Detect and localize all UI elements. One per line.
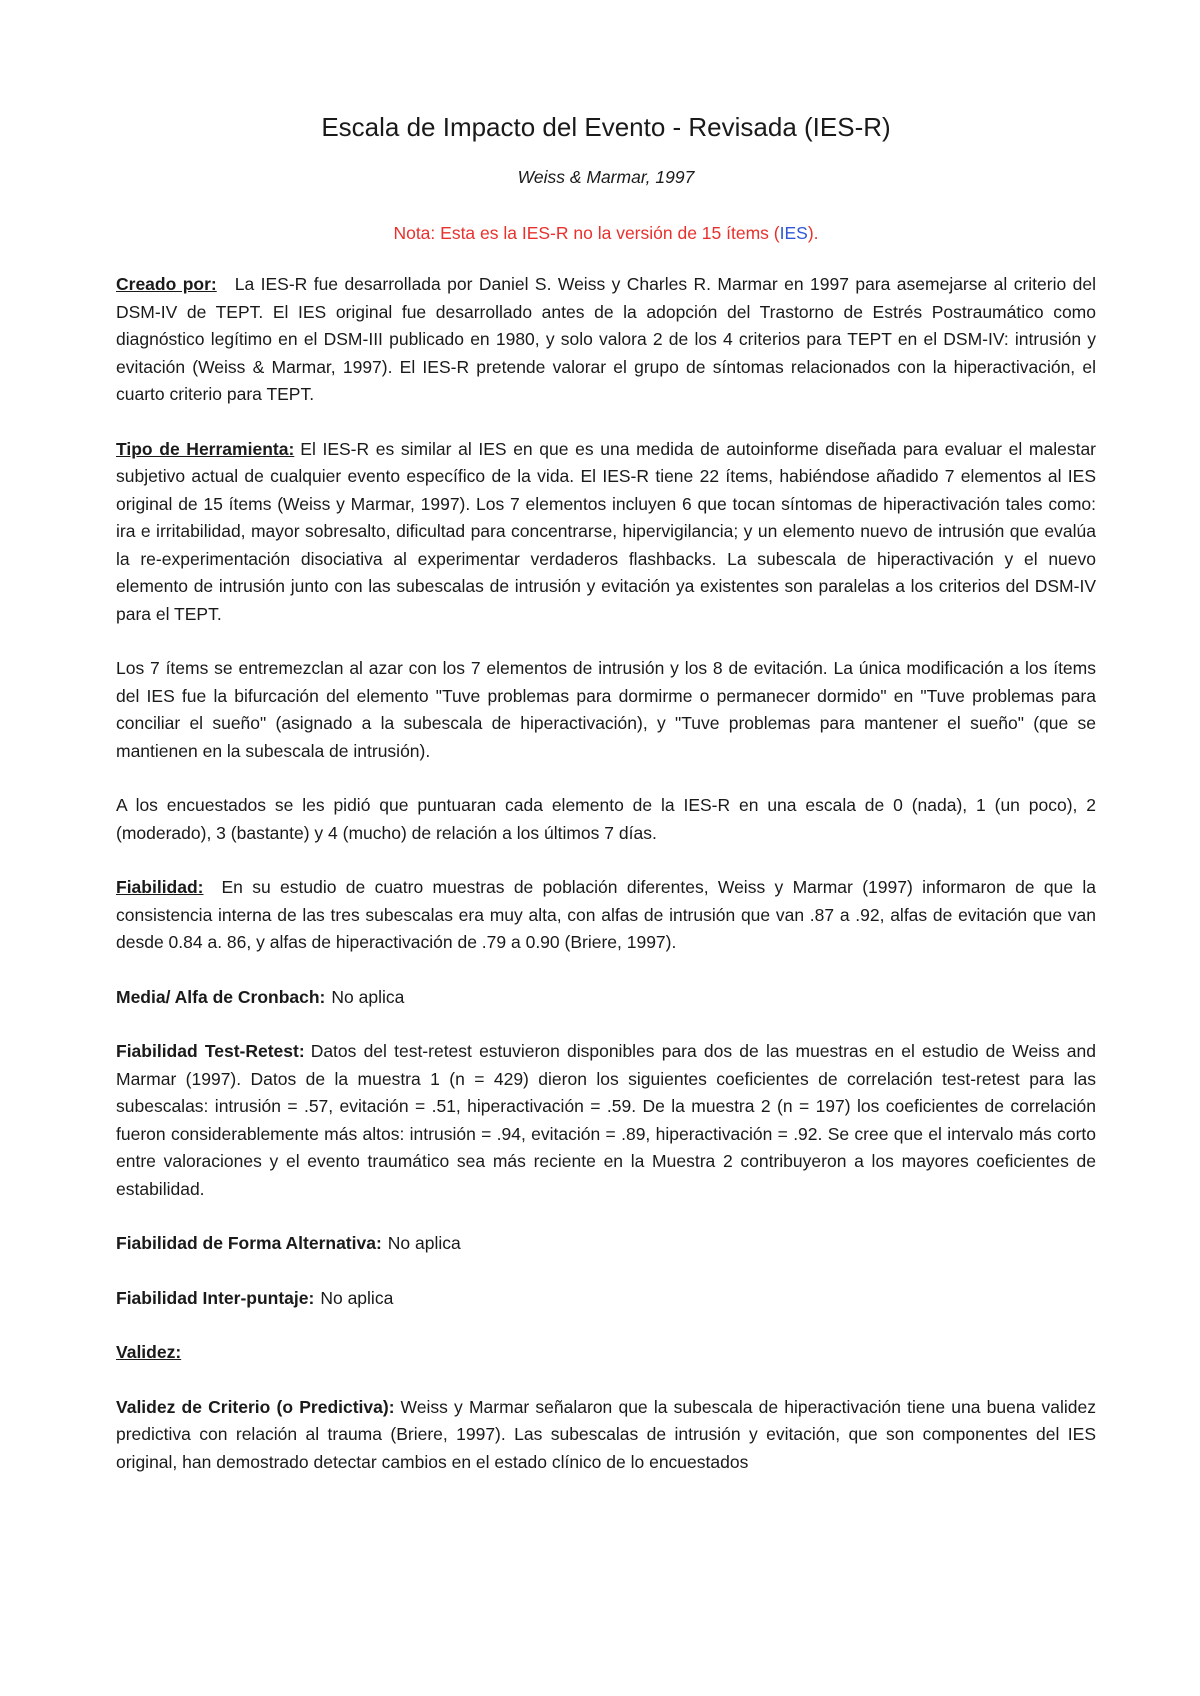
- section-fiabilidad: [116, 874, 1096, 957]
- section-media-text: No aplica: [331, 986, 405, 1007]
- section-creado-text: La IES-R fue desarrollada por Daniel S. Weiss y Charles R. Marmar en 1997 para asemejarse al criterio del DSM-IV de TEPT. El IES original fue desarrollado antes de la adopción del Trastorno de Estrés Postraumático como diagnóstico legítimo en el DSM-III publicado en 1980, y solo valora 2 de los 4 criterios para TEPT en el DSM-IV: intrusión y evitación (Weiss & Marmar, 1997). El IES-R pretende valorar el grupo de síntomas relacionados con la hiperactivación, el cuarto criterio para TEPT.: [116, 274, 1096, 404]
- section-inter-puntaje-text: No aplica: [320, 1287, 394, 1308]
- section-validez-heading: Validez:: [116, 1342, 182, 1362]
- section-validez-criterio: [116, 1394, 1096, 1477]
- section-escala-paragraph: A los encuestados se les pidió que puntuaran cada elemento de la IES-R en una escala de 0 (nada), 1 (un poco), 2 (moderado), 3 (bastante) y 4 (mucho) de relación a los últimos 7 días.: [116, 795, 1096, 843]
- version-note: [116, 220, 1096, 248]
- section-forma-alternativa-text: No aplica: [387, 1233, 461, 1253]
- section-forma-alternativa-label: Fiabilidad de Forma Alternativa:: [116, 1233, 382, 1253]
- version-note-prefix: Nota: Esta es la IES-R no la versión de 15 ítems (: [393, 222, 780, 243]
- section-media-label: Media/ Alfa de Cronbach:: [116, 986, 326, 1007]
- section-creado: [116, 271, 1096, 409]
- section-forma-alternativa: [116, 1230, 1096, 1258]
- section-validez-criterio-label: Validez de Criterio (o Predictiva):: [116, 1396, 395, 1417]
- section-creado-label: Creado por:: [116, 274, 217, 294]
- section-media: [116, 984, 1096, 1012]
- section-fiabilidad-text: En su estudio de cuatro muestras de población diferentes, Weiss y Marmar (1997) informaron de que la consistencia interna de las tres subescalas era muy alta, con alfas de intrusión que van .87 a .92, alfas de evitación que van desde 0.84 a. 86, y alfas de hiperactivación de .79 a 0.90 (Briere, 1997).: [116, 877, 1096, 952]
- version-note-suffix: ).: [807, 222, 819, 243]
- section-tipo-label: Tipo de Herramienta:: [116, 438, 295, 459]
- section-tipo-text: El IES-R es similar al IES en que es una medida de autoinforme diseñada para evaluar el malestar subjetivo actual de cualquier evento específico de la vida. El IES-R tiene 22 ítems, habiéndose añadido 7 elementos al IES original de 15 ítems (Weiss y Marmar, 1997). Los 7 elementos incluyen 6 que tocan síntomas de hiperactivación tales como: ira e irritabilidad, mayor sobresalto, dificultad para concentrarse, hipervigilancia; y un elemento nuevo de intrusión que evalúa la re-experimentación disociativa al experimentar verdaderos flashbacks. La subescala de hiperactivación y el nuevo elemento de intrusión junto con las subescalas de intrusión y evitación ya existentes son paralelas a los criterios del DSM-IV para el TEPT.: [116, 438, 1096, 624]
- section-inter-puntaje: [116, 1285, 1096, 1313]
- ies-link[interactable]: IES: [779, 222, 808, 243]
- document-authors: Weiss & Marmar, 1997: [517, 167, 695, 187]
- section-inter-puntaje-label: Fiabilidad Inter-puntaje:: [116, 1287, 315, 1308]
- section-test-retest: [116, 1038, 1096, 1203]
- section-test-retest-text: Datos del test-retest estuvieron disponibles para dos de las muestras en el estudio de Weiss and Marmar (1997). Datos de la muestra 1 (n = 429) dieron los siguientes coeficientes de correlación test-retest para las subescalas: intrusión = .57, evitación = .51, hiperactivación = .59. De la muestra 2 (n = 197) los coeficientes de correlación fueron considerablemente más altos: intrusión = .94, evitación = .89, hiperactivación = .92. Se cree que el intervalo más corto entre valoraciones y el evento traumático sea más reciente en la Muestra 2 contribuyeron a los mayores coeficientes de estabilidad.: [116, 1041, 1096, 1199]
- section-fiabilidad-label: Fiabilidad:: [116, 877, 204, 897]
- section-tipo: [116, 436, 1096, 629]
- section-items-paragraph: Los 7 ítems se entremezclan al azar con los 7 elementos de intrusión y los 8 de evitación. La única modificación a los ítems del IES fue la bifurcación del elemento "Tuve problemas para dormirme o permanecer dormido" en "Tuve problemas para conciliar el sueño" (asignado a la subescala de hiperactivación), y "Tuve problemas para mantener el sueño" (que se mantienen en la subescala de intrusión).: [116, 658, 1096, 761]
- section-validez: [116, 1339, 1096, 1367]
- document-title: Escala de Impacto del Evento - Revisada (IES-R): [321, 112, 891, 142]
- section-test-retest-label: Fiabilidad Test-Retest:: [116, 1041, 305, 1061]
- document-page: [116, 110, 1096, 1503]
- section-validez-criterio-text: Weiss y Marmar señalaron que la subescala de hiperactivación tiene una buena validez predictiva con relación al trauma (Briere, 1997). Las subescalas de intrusión y evitación, que son componentes del IES original, han demostrado detectar cambios en el estado clínico de lo encuestados: [116, 1396, 1096, 1472]
